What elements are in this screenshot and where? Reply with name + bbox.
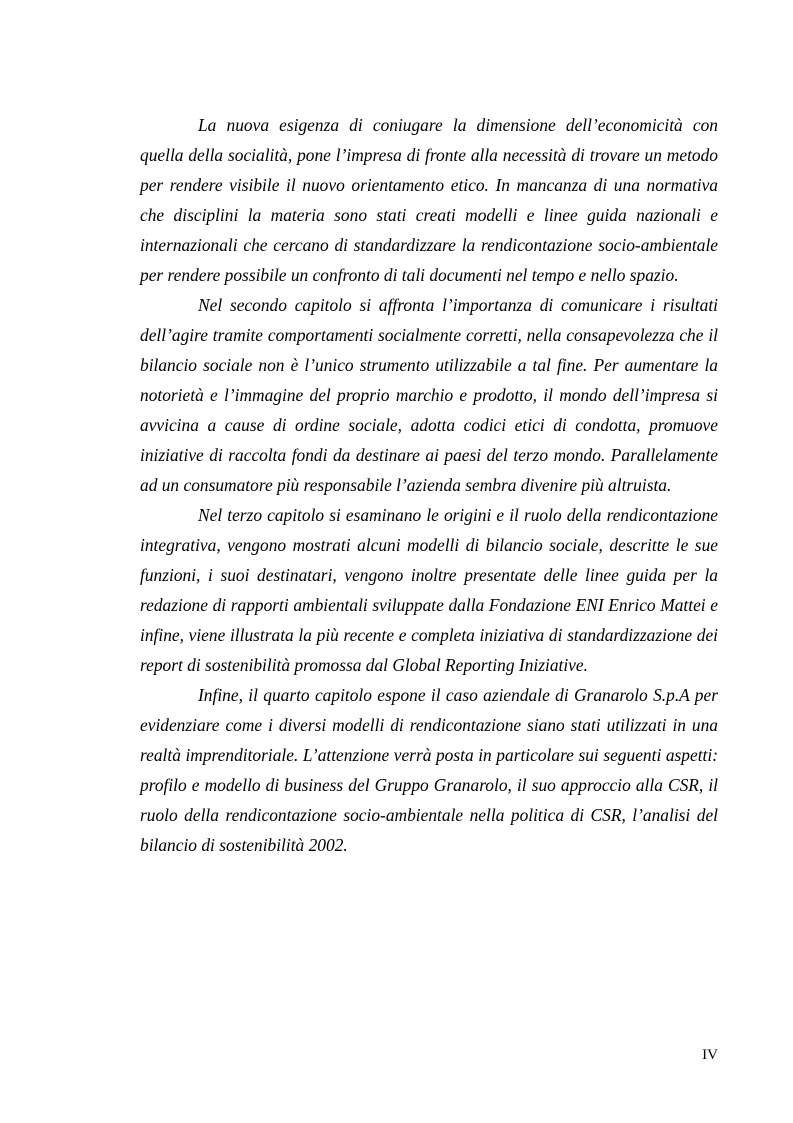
paragraph-4: Infine, il quarto capitolo espone il caso aziendale di Granarolo S.p.A per evidenziare come i diversi modelli di rendicontazione siano stati utilizzati in una realtà imprenditoriale. L’attenzione verrà posta in particolare sui seguenti aspetti: profilo e modello di business del Gruppo Granarolo, il suo approccio alla CSR, il ruolo della rendicontazione socio-ambientale nella politica di CSR, l’analisi del bilancio di sostenibilità 2002. xyxy=(140,685,718,855)
paragraph-2: Nel secondo capitolo si affronta l’importanza di comunicare i risultati dell’agire tramite comportamenti socialmente corretti, nella consapevolezza che il bilancio sociale non è l’unico strumento utilizzabile a tal fine. Per aumentare la notorietà e l’immagine del proprio marchio e prodotto, il mondo dell’impresa si avvicina a cause di ordine sociale, adotta codici etici di condotta, promuove iniziative di raccolta fondi da destinare ai paesi del terzo mondo. Parallelamente ad un consumatore più responsabile l’azienda sembra divenire più altruista. xyxy=(140,295,718,495)
paragraph-3: Nel terzo capitolo si esaminano le origini e il ruolo della rendicontazione integrativa, vengono mostrati alcuni modelli di bilancio sociale, descritte le sue funzioni, i suoi destinatari, vengono inoltre presentate delle linee guida per la redazione di rapporti ambientali sviluppate dalla Fondazione ENI Enrico Mattei e infine, viene illustrata la più recente e completa iniziativa di standardizzazione dei report di sostenibilità promossa dal Global Reporting Iniziative. xyxy=(140,505,718,675)
paragraph-1: La nuova esigenza di coniugare la dimensione dell’economicità con quella della socialità, pone l’impresa di fronte alla necessità di trovare un metodo per rendere visibile il nuovo orientamento etico. In mancanza di una normativa che disciplini la materia sono stati creati modelli e linee guida nazionali e internazionali che cercano di standardizzare la rendicontazione socio-ambientale per rendere possibile un confronto di tali documenti nel tempo e nello spazio. xyxy=(140,115,718,285)
page-number: IV xyxy=(702,1047,718,1063)
body-text xyxy=(140,110,718,860)
